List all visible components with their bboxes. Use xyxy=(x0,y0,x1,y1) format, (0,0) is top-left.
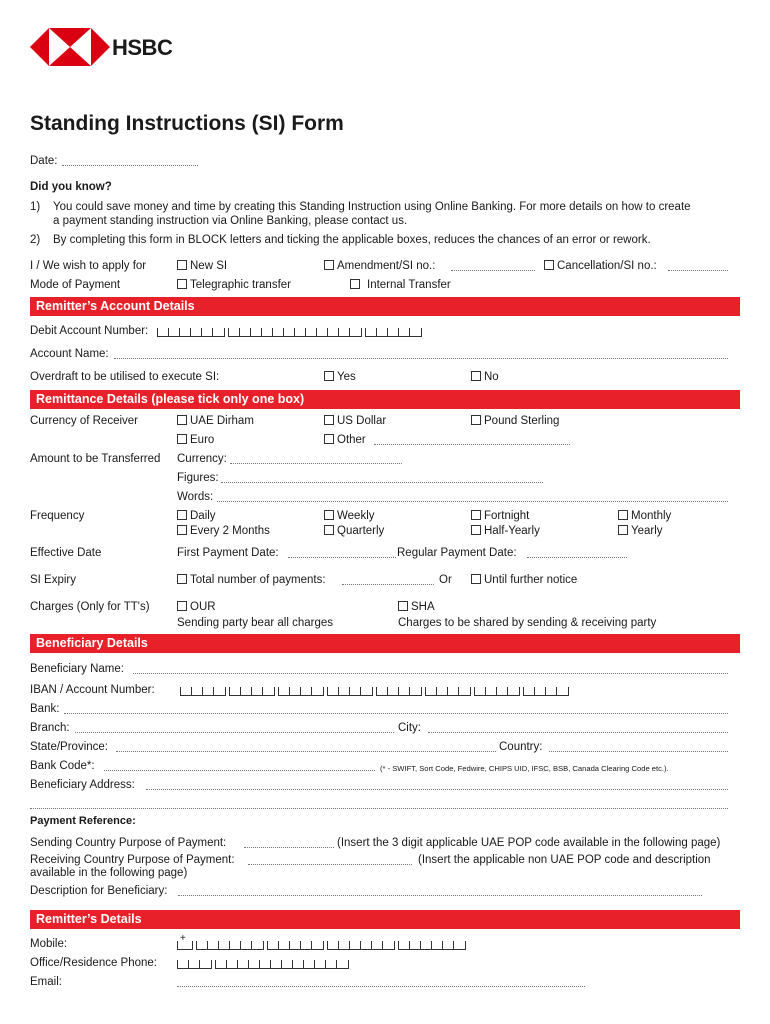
amount-currency-field[interactable] xyxy=(230,463,402,464)
page-title: Standing Instructions (SI) Form xyxy=(30,112,344,135)
or-label: Or xyxy=(439,574,452,586)
until-notice-option[interactable] xyxy=(471,574,577,586)
description-field[interactable] xyxy=(178,895,702,896)
receiving-pop-field[interactable] xyxy=(248,864,412,865)
usd-option[interactable] xyxy=(324,415,386,427)
aed-label: UAE Dirham xyxy=(190,415,254,427)
quarterly-option[interactable] xyxy=(324,525,384,537)
payment-reference-heading: Payment Reference: xyxy=(30,815,136,827)
phone-label: Office/Residence Phone: xyxy=(30,957,158,969)
email-field[interactable] xyxy=(177,986,585,987)
fortnight-label: Fortnight xyxy=(484,510,530,522)
total-payments-field[interactable] xyxy=(342,584,434,585)
yearly-label: Yearly xyxy=(631,525,663,537)
amount-figures-label: Figures: xyxy=(177,472,219,484)
overdraft-no-label: No xyxy=(484,371,499,383)
overdraft-yes-checkbox[interactable] xyxy=(324,371,334,381)
yearly-checkbox[interactable] xyxy=(618,525,628,535)
every2-checkbox[interactable] xyxy=(177,525,187,535)
internal-option[interactable] xyxy=(350,279,451,291)
sha-label: SHA xyxy=(411,601,435,613)
eur-option[interactable] xyxy=(177,434,214,446)
overdraft-label: Overdraft to be utilised to execute SI: xyxy=(30,371,220,383)
email-label: Email: xyxy=(30,976,62,988)
internal-checkbox[interactable] xyxy=(350,279,360,289)
new-si-label: New SI xyxy=(190,260,228,272)
halfyearly-option[interactable] xyxy=(471,525,540,537)
remittance-header: Remittance Details (please tick only one box) xyxy=(30,390,740,409)
receiving-pop-label: Receiving Country Purpose of Payment: xyxy=(30,854,235,866)
bank-label: Bank: xyxy=(30,703,60,715)
remitter-account-header: Remitter’s Account Details xyxy=(30,297,740,316)
regular-payment-field[interactable] xyxy=(527,557,627,558)
daily-label: Daily xyxy=(190,510,216,522)
other-currency-field[interactable] xyxy=(374,444,570,445)
sha-checkbox[interactable] xyxy=(398,601,408,611)
telegraphic-option[interactable] xyxy=(177,279,291,291)
fortnight-checkbox[interactable] xyxy=(471,510,481,520)
new-si-option[interactable] xyxy=(177,260,227,272)
overdraft-no-option[interactable] xyxy=(471,371,499,383)
our-option[interactable] xyxy=(177,601,216,613)
our-label: OUR xyxy=(190,601,216,613)
gbp-option[interactable] xyxy=(471,415,559,427)
description-label: Description for Beneficiary: xyxy=(30,885,168,897)
weekly-label: Weekly xyxy=(337,510,375,522)
until-notice-checkbox[interactable] xyxy=(471,574,481,584)
cancellation-si-field[interactable] xyxy=(668,270,728,271)
monthly-label: Monthly xyxy=(631,510,672,522)
apply-label: I / We wish to apply for xyxy=(30,260,147,272)
other-currency-option[interactable] xyxy=(324,434,366,446)
other-currency-label: Other xyxy=(337,434,366,446)
our-description: Sending party bear all charges xyxy=(177,617,333,629)
internal-label: Internal Transfer xyxy=(367,279,451,291)
charges-label: Charges (Only for TT's) xyxy=(30,601,150,613)
city-field[interactable] xyxy=(428,732,728,733)
remitter-details-header: Remitter’s Details xyxy=(30,910,740,929)
telegraphic-label: Telegraphic transfer xyxy=(190,279,291,291)
weekly-option[interactable] xyxy=(324,510,375,522)
bank-code-label: Bank Code*: xyxy=(30,760,95,772)
sending-pop-field[interactable] xyxy=(244,847,334,848)
receiving-pop-note: (Insert the applicable non UAE POP code and description xyxy=(418,854,711,866)
iban-label: IBAN / Account Number: xyxy=(30,684,155,696)
our-checkbox[interactable] xyxy=(177,601,187,611)
beneficiary-name-field[interactable] xyxy=(133,673,728,674)
cancellation-option[interactable] xyxy=(544,260,657,272)
city-label: City: xyxy=(398,722,421,734)
debit-account-slots[interactable] xyxy=(157,328,422,337)
overdraft-yes-label: Yes xyxy=(337,371,356,383)
other-currency-checkbox[interactable] xyxy=(324,434,334,444)
account-name-label: Account Name: xyxy=(30,348,109,360)
mobile-prefix: + xyxy=(180,933,186,944)
mobile-label: Mobile: xyxy=(30,938,68,950)
branch-label: Branch: xyxy=(30,722,70,734)
total-payments-checkbox[interactable] xyxy=(177,574,187,584)
overdraft-yes-option[interactable] xyxy=(324,371,356,383)
sending-pop-label: Sending Country Purpose of Payment: xyxy=(30,837,227,849)
weekly-checkbox[interactable] xyxy=(324,510,334,520)
mode-label: Mode of Payment xyxy=(30,279,121,291)
yearly-option[interactable] xyxy=(618,525,663,537)
eur-label: Euro xyxy=(190,434,215,446)
total-payments-option[interactable] xyxy=(177,574,326,586)
usd-checkbox[interactable] xyxy=(324,415,334,425)
quarterly-checkbox[interactable] xyxy=(324,525,334,535)
date-label: Date: xyxy=(30,155,58,167)
currency-label: Currency of Receiver xyxy=(30,415,139,427)
halfyearly-checkbox[interactable] xyxy=(471,525,481,535)
first-payment-label: First Payment Date: xyxy=(177,547,279,559)
monthly-option[interactable] xyxy=(618,510,671,522)
country-label: Country: xyxy=(499,741,543,753)
sha-description: Charges to be shared by sending & receiving party xyxy=(398,617,657,629)
know-item-2-number: 2) xyxy=(30,234,41,246)
aed-option[interactable] xyxy=(177,415,254,427)
amount-figures-field[interactable] xyxy=(221,482,543,483)
beneficiary-address-label: Beneficiary Address: xyxy=(30,779,135,791)
beneficiary-address-field[interactable] xyxy=(146,789,728,790)
eur-checkbox[interactable] xyxy=(177,434,187,444)
state-label: State/Province: xyxy=(30,741,108,753)
first-payment-field[interactable] xyxy=(288,557,396,558)
sending-pop-note: (Insert the 3 digit applicable UAE POP code available in the following page) xyxy=(337,837,721,849)
beneficiary-address-field-2[interactable] xyxy=(30,808,728,809)
daily-option[interactable] xyxy=(177,510,216,522)
hsbc-hexagon-icon xyxy=(30,28,110,66)
amount-label: Amount to be Transferred xyxy=(30,453,161,465)
amount-currency-label: Currency: xyxy=(177,453,227,465)
aed-checkbox[interactable] xyxy=(177,415,187,425)
bank-code-field[interactable] xyxy=(104,770,375,771)
amendment-label: Amendment/SI no.: xyxy=(337,260,436,272)
effective-date-label: Effective Date xyxy=(30,547,102,559)
date-field[interactable] xyxy=(62,165,198,166)
receiving-pop-note-2: available in the following page) xyxy=(30,867,188,879)
amount-words-field[interactable] xyxy=(217,501,728,502)
branch-field[interactable] xyxy=(75,732,394,733)
know-item-1-line1: You could save money and time by creating this Standing Instruction using Online Banking. For more details on how to create xyxy=(53,201,691,213)
know-item-1-number: 1) xyxy=(30,201,41,213)
gbp-label: Pound Sterling xyxy=(484,415,560,427)
debit-account-label: Debit Account Number: xyxy=(30,325,149,337)
did-you-know-heading: Did you know? xyxy=(30,181,112,193)
mobile-slots[interactable] xyxy=(177,933,466,950)
phone-slots[interactable] xyxy=(177,960,349,969)
beneficiary-name-label: Beneficiary Name: xyxy=(30,663,124,675)
every2-label: Every 2 Months xyxy=(190,525,270,537)
hsbc-logo xyxy=(30,28,180,66)
amount-words-label: Words: xyxy=(177,491,214,503)
frequency-label: Frequency xyxy=(30,510,85,522)
until-notice-label: Until further notice xyxy=(484,574,578,586)
amendment-checkbox[interactable] xyxy=(324,260,334,270)
regular-payment-label: Regular Payment Date: xyxy=(397,547,517,559)
telegraphic-checkbox[interactable] xyxy=(177,279,187,289)
overdraft-no-checkbox[interactable] xyxy=(471,371,481,381)
usd-label: US Dollar xyxy=(337,415,387,427)
sha-option[interactable] xyxy=(398,601,435,613)
know-item-1-line2: a payment standing instruction via Online Banking, please contact us. xyxy=(53,215,408,227)
fortnight-option[interactable] xyxy=(471,510,529,522)
cancellation-checkbox[interactable] xyxy=(544,260,554,270)
total-payments-label: Total number of payments: xyxy=(190,574,326,586)
account-name-field[interactable] xyxy=(114,358,728,359)
new-si-checkbox[interactable] xyxy=(177,260,187,270)
brand-name: HSBC xyxy=(112,35,173,60)
beneficiary-header: Beneficiary Details xyxy=(30,634,740,653)
amendment-option[interactable] xyxy=(324,260,435,272)
bank-field[interactable] xyxy=(64,713,728,714)
every2-option[interactable] xyxy=(177,525,270,537)
quarterly-label: Quarterly xyxy=(337,525,385,537)
daily-checkbox[interactable] xyxy=(177,510,187,520)
iban-slots[interactable] xyxy=(180,687,569,696)
si-expiry-label: SI Expiry xyxy=(30,574,77,586)
country-field[interactable] xyxy=(549,751,728,752)
cancellation-label: Cancellation/SI no.: xyxy=(557,260,657,272)
amendment-si-field[interactable] xyxy=(451,270,535,271)
halfyearly-label: Half-Yearly xyxy=(484,525,540,537)
bank-code-note: (* - SWIFT, Sort Code, Fedwire, CHIPS UID, IFSC, BSB, Canada Clearing Code etc.). xyxy=(380,764,669,773)
monthly-checkbox[interactable] xyxy=(618,510,628,520)
gbp-checkbox[interactable] xyxy=(471,415,481,425)
state-field[interactable] xyxy=(116,751,496,752)
know-item-2: By completing this form in BLOCK letters and ticking the applicable boxes, reduces the chances of an error or rework. xyxy=(53,234,651,246)
